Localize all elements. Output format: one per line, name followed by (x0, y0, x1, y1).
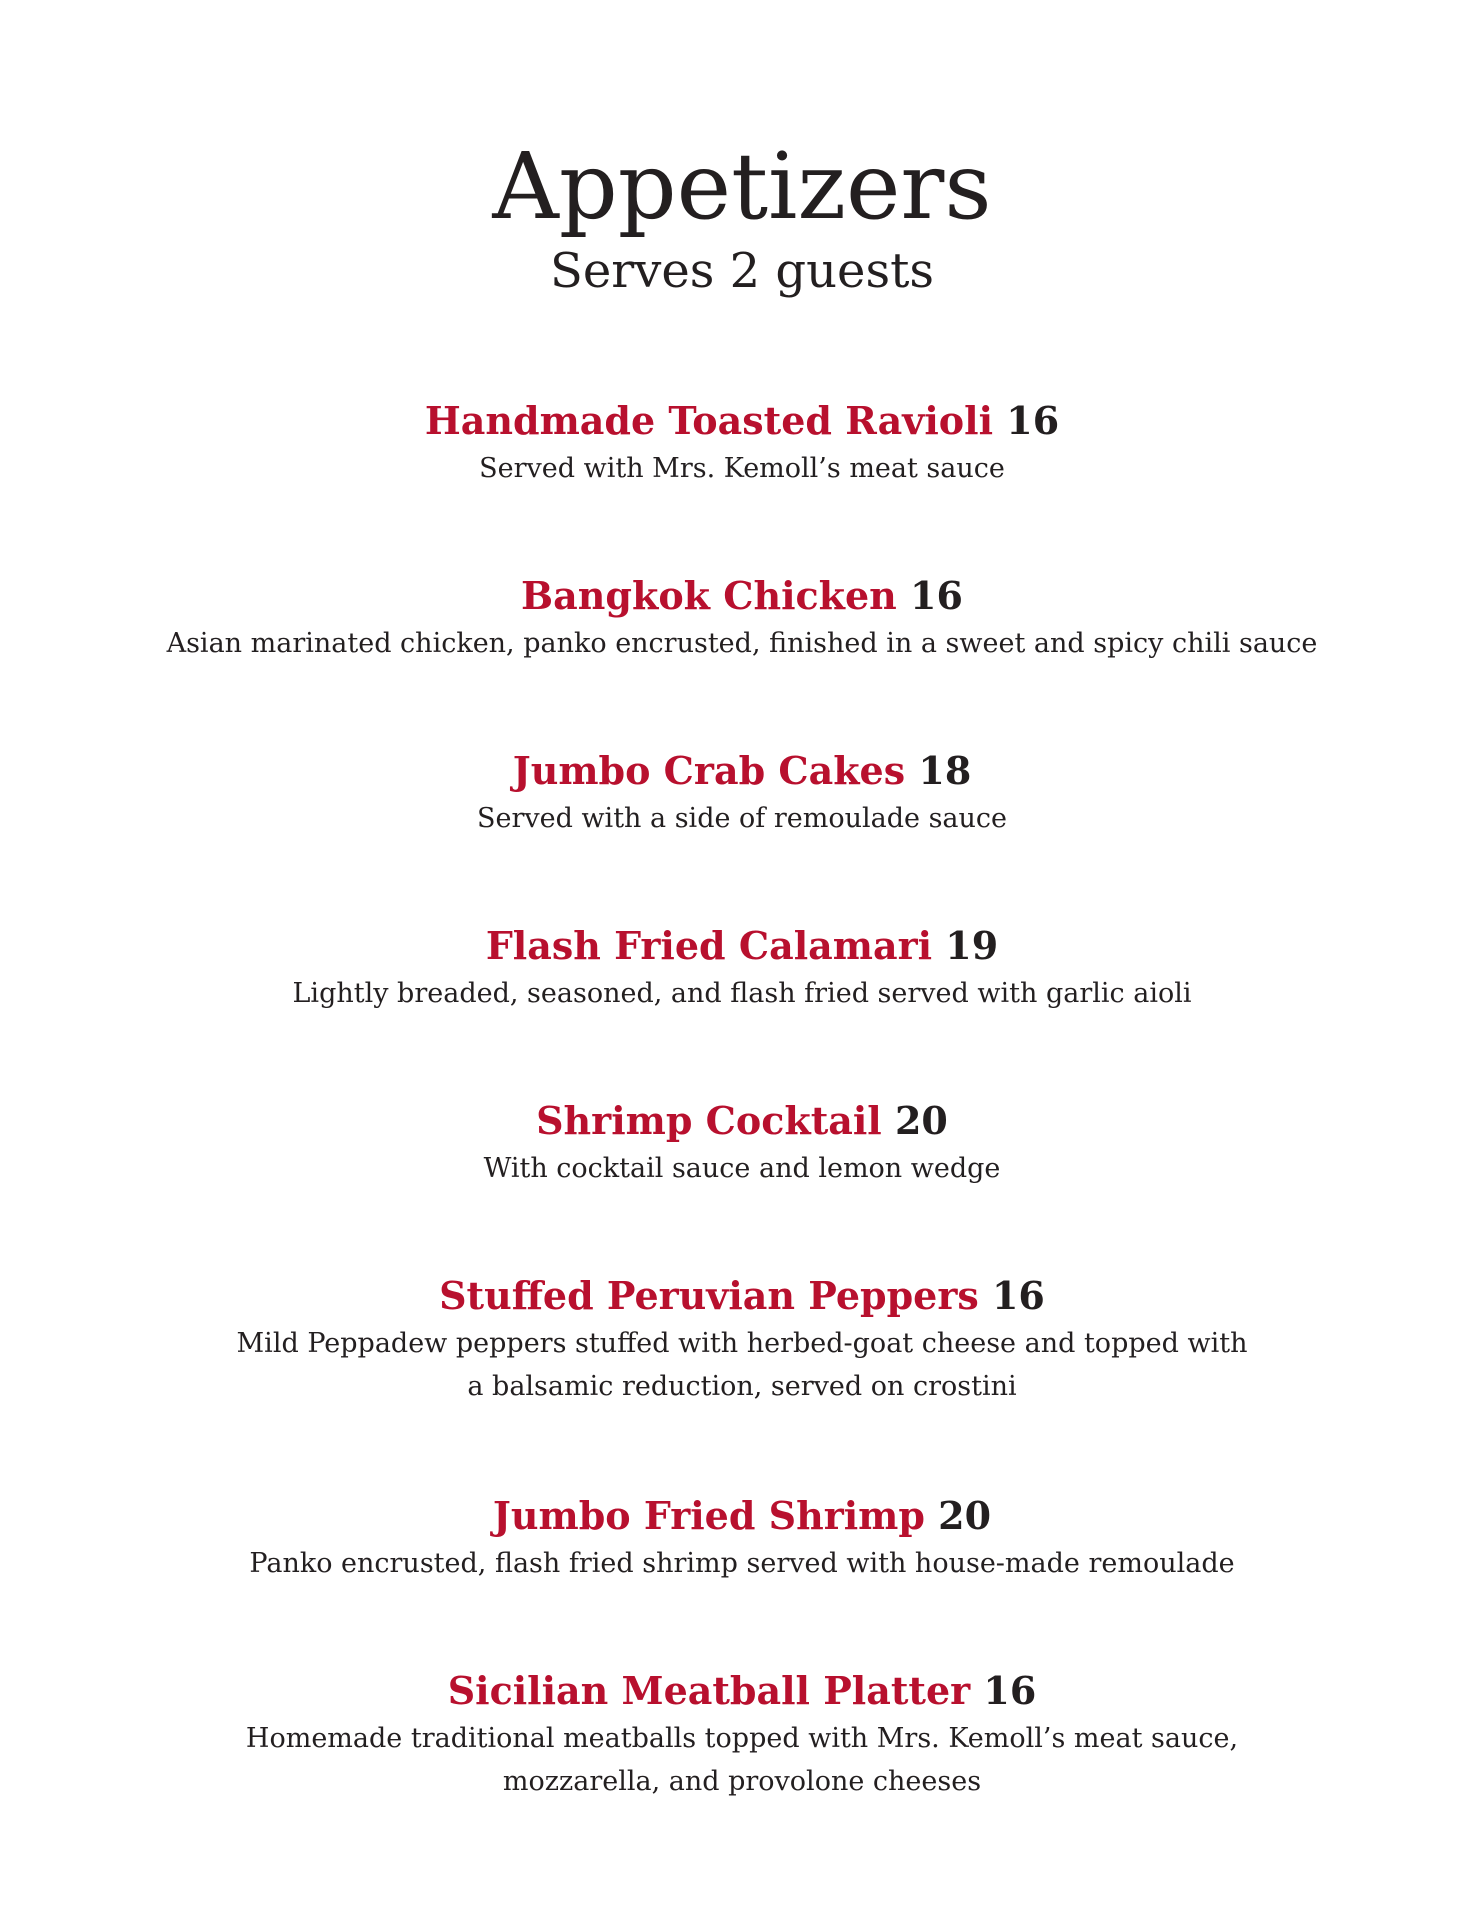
item-description-line-1: Homemade traditional meatballs topped with Mrs. Kemoll’s meat sauce, (245, 1723, 1239, 1754)
item-description: With cocktail sauce and lemon wedge (483, 1153, 1001, 1184)
item-price: 19 (945, 923, 999, 968)
menu-item-bangkok-chicken (0, 572, 1484, 665)
item-price: 16 (991, 1273, 1045, 1318)
menu-item-meatball-platter (0, 1667, 1484, 1803)
page-subtitle: Serves 2 guests (549, 243, 935, 299)
item-name: Sicilian Meatball Platter (447, 1668, 971, 1713)
item-price: 16 (910, 573, 963, 618)
item-description: Asian marinated chicken, panko encrusted, finished in a sweet and spicy chili sauce (166, 628, 1318, 659)
item-name: Handmade Toasted Ravioli (424, 398, 994, 443)
item-price: 20 (938, 1493, 992, 1538)
item-description-line-1: Mild Peppadew peppers stuffed with herbed-goat cheese and topped with (236, 1328, 1248, 1359)
item-name: Jumbo Crab Cakes (512, 748, 906, 793)
item-description-line-2: mozzarella, and provolone cheeses (502, 1766, 982, 1797)
menu-item-shrimp-cocktail (0, 1097, 1484, 1190)
page-title: Appetizers (492, 133, 992, 240)
item-description: Served with Mrs. Kemoll’s meat sauce (479, 453, 1005, 484)
item-heading (0, 1097, 1484, 1145)
item-heading (0, 397, 1484, 445)
menu-item-toasted-ravioli (0, 397, 1484, 490)
item-price: 16 (983, 1668, 1037, 1713)
menu-item-peruvian-peppers (0, 1272, 1484, 1408)
item-name: Stuffed Peruvian Peppers (439, 1273, 979, 1318)
item-description: Lightly breaded, seasoned, and flash fried served with garlic aioli (292, 978, 1192, 1009)
item-price: 20 (894, 1098, 948, 1143)
item-price: 18 (918, 748, 972, 793)
item-heading (0, 922, 1484, 970)
item-heading (0, 1667, 1484, 1715)
item-description: Panko encrusted, flash fried shrimp served with house-made remoulade (249, 1548, 1235, 1579)
item-heading (0, 572, 1484, 620)
item-heading (0, 1492, 1484, 1540)
item-heading (0, 1272, 1484, 1320)
menu-item-fried-shrimp (0, 1492, 1484, 1585)
item-description-line-2: a balsamic reduction, served on crostini (467, 1371, 1017, 1402)
menu-item-crab-cakes (0, 747, 1484, 840)
item-name: Bangkok Chicken (521, 573, 897, 618)
menu-item-calamari (0, 922, 1484, 1015)
item-price: 16 (1006, 398, 1060, 443)
item-name: Flash Fried Calamari (485, 923, 933, 968)
item-name: Jumbo Fried Shrimp (492, 1493, 925, 1538)
item-name: Shrimp Cocktail (536, 1098, 882, 1143)
item-description: Served with a side of remoulade sauce (476, 803, 1008, 834)
item-heading (0, 747, 1484, 795)
